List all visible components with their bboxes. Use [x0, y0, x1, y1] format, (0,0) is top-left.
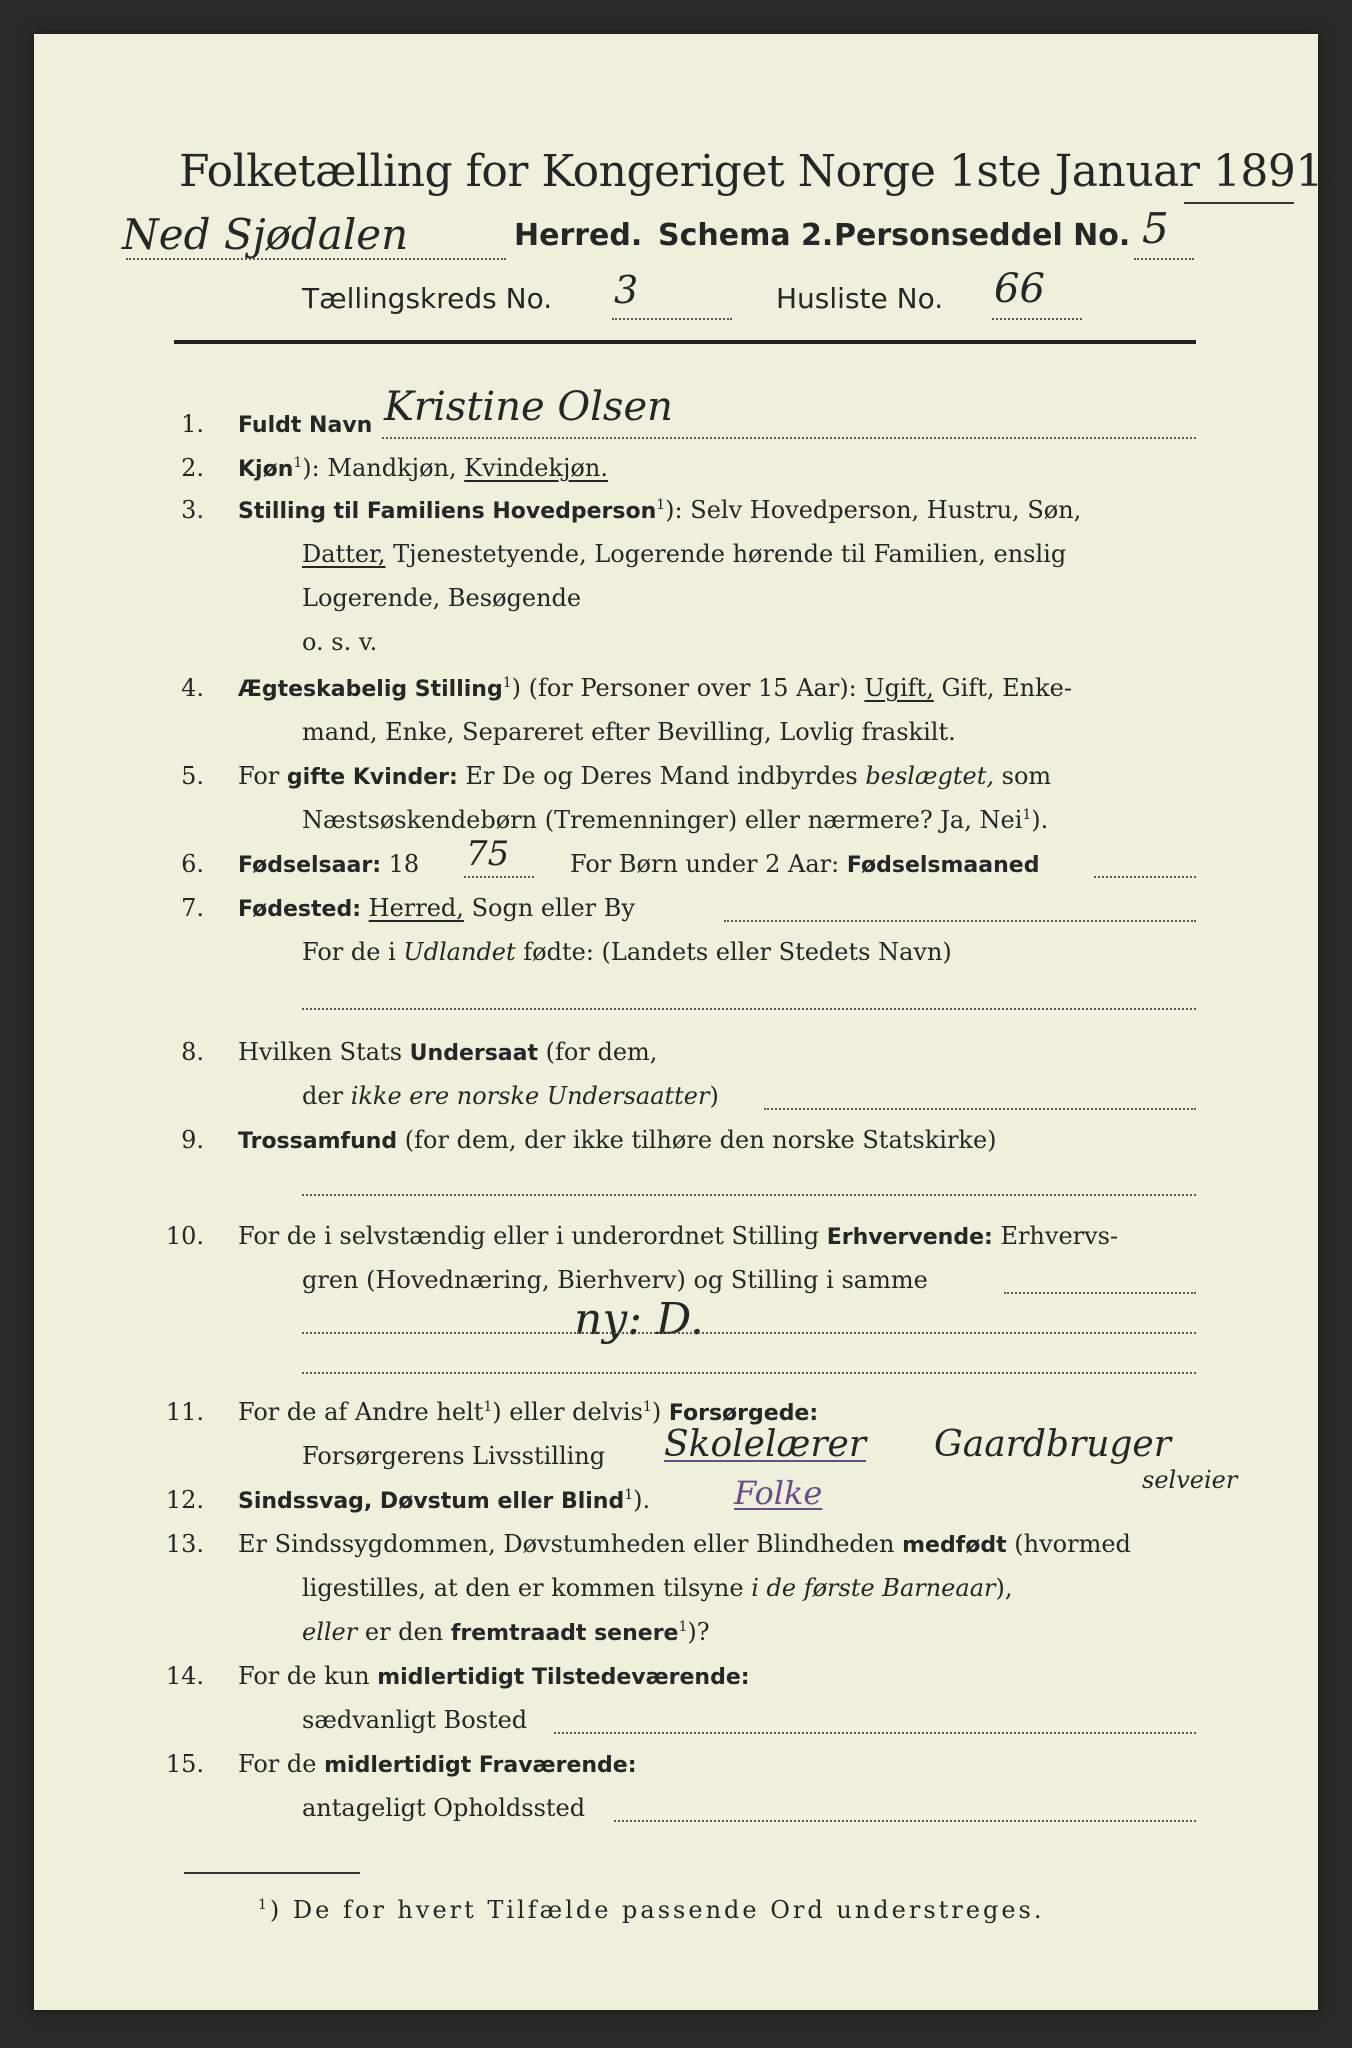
q4-number: 4. [181, 674, 204, 702]
header-rule [174, 340, 1196, 344]
q14-label: midlertidigt Tilstedeværende: [377, 1665, 750, 1690]
q7-number: 7. [181, 894, 204, 922]
q4-line2: mand, Enke, Separeret efter Bevilling, Lovlig fraskilt. [302, 718, 956, 746]
q12-end: ). [633, 1486, 651, 1514]
husliste-dots [992, 318, 1082, 320]
q10-dots3 [302, 1372, 1196, 1374]
q13-text2: (hvormed [1014, 1530, 1131, 1558]
q8-italic: ikke ere norske Undersaatter [350, 1082, 710, 1110]
q2-selected: Kvindekjøn. [464, 454, 608, 482]
q6-row [238, 850, 419, 878]
q11-answer3: selveier [1142, 1466, 1238, 1494]
q3-label: Stilling til Familiens Hovedperson [238, 499, 657, 524]
q11-answer2: Gaardbruger [934, 1424, 1171, 1465]
q5-sup: 1 [1022, 807, 1032, 823]
q10-dots2 [302, 1332, 1196, 1334]
q13-line3: er den [364, 1618, 444, 1646]
q10-row1 [238, 1222, 1118, 1250]
personseddel-dots [1134, 258, 1194, 260]
husliste-label: Husliste No. [776, 282, 944, 315]
q8-row2 [302, 1082, 719, 1110]
q6-label2: Fødselsmaaned [846, 853, 1040, 878]
herred-label: Herred. [514, 218, 643, 253]
q15-pre: For de [238, 1750, 317, 1778]
q5-label: gifte Kvinder: [286, 765, 458, 790]
q13-sup: 1 [678, 1619, 688, 1635]
q8-number: 8. [181, 1038, 204, 1066]
q7-row2 [302, 938, 952, 966]
q11-text3: ) [651, 1398, 662, 1426]
q11-number: 11. [165, 1398, 204, 1426]
q10-number: 10. [165, 1222, 204, 1250]
herred-handwritten: Ned Sjødalen [122, 210, 409, 259]
schema-label: Schema 2. [658, 218, 834, 253]
q11-line2: Forsørgerens Livsstilling [302, 1442, 606, 1470]
q6-label: Fødselsaar: [238, 853, 381, 878]
q5-number: 5. [181, 762, 204, 790]
q9-number: 9. [181, 1126, 204, 1154]
q6-row2 [570, 850, 1039, 878]
footnote-text: ) De for hvert Tilfælde passende Ord understreges. [269, 1896, 1045, 1924]
q13-label: medfødt [902, 1533, 1007, 1558]
q7-selected: Herred, [368, 894, 464, 922]
q1-label: Fuldt Navn [238, 413, 373, 438]
q11-sup2: 1 [642, 1399, 652, 1415]
q1-number: 1. [181, 410, 204, 438]
herred-dots [126, 258, 506, 260]
q3-line1: ): Selv Hovedperson, Hustru, Søn, [665, 496, 1082, 524]
q12-sup: 1 [624, 1487, 634, 1503]
kreds-label: Tællingskreds No. [302, 282, 553, 315]
q13-label2: fremtraadt senere [450, 1621, 679, 1646]
q5-label-pre: For [238, 762, 280, 790]
q11-sup: 1 [483, 1399, 493, 1415]
q10-text2: Erhvervs- [1000, 1222, 1119, 1250]
q7-row1 [238, 894, 635, 922]
title-underline [1184, 202, 1294, 204]
husliste-value: 66 [994, 266, 1045, 312]
q5-line1b: som [1001, 762, 1052, 790]
q6-dots [464, 876, 534, 878]
footnote [258, 1896, 1044, 1924]
q5-line2: Næstsøskendebørn (Tremenninger) eller nærmere? Ja, Nei [302, 806, 1023, 834]
kreds-dots [612, 318, 732, 320]
q14-row1 [238, 1662, 750, 1690]
q7-dots [724, 920, 1196, 922]
q11-answer1: Skolelærer [664, 1424, 867, 1465]
kreds-value: 3 [614, 268, 639, 312]
q10-dots [1004, 1292, 1196, 1294]
personseddel-value: 5 [1142, 204, 1169, 253]
q12-number: 12. [165, 1486, 204, 1514]
q13-line2-end: ), [995, 1574, 1013, 1602]
q15-label: midlertidigt Fraværende: [324, 1753, 637, 1778]
q11-text2: ) eller delvis [492, 1398, 643, 1426]
q6-answer: 75 [466, 834, 510, 874]
q13-italic: i de første Barneaar [751, 1574, 996, 1602]
q3-sup: 1 [656, 497, 666, 513]
q13-line2: ligestilles, at den er kommen tilsyne [302, 1574, 744, 1602]
q10-text: For de i selvstændig eller i underordnet Stilling [238, 1222, 820, 1250]
q9-dots [302, 1194, 1196, 1196]
q13-row2 [302, 1574, 1012, 1602]
q14-dots [554, 1732, 1196, 1734]
q2-number: 2. [181, 454, 204, 482]
q5-row2 [302, 806, 1048, 834]
q11-text: For de af Andre helt [238, 1398, 484, 1426]
q8-dots [764, 1108, 1196, 1110]
q13-row3 [302, 1618, 710, 1646]
q2-text: ): Mandkjøn, [302, 454, 457, 482]
form-title: Folketælling for Kongeriget Norge 1ste Januar 1891. [179, 146, 1337, 197]
personseddel-label: Personseddel No. [834, 218, 1131, 253]
q8-line2-post: ) [709, 1082, 719, 1110]
q12-label: Sindssvag, Døvstum eller Blind [238, 1489, 625, 1514]
q4-row1 [238, 674, 1072, 702]
q3-line3: Logerende, Besøgende [302, 584, 582, 612]
q5-italic: beslægtet, [865, 762, 994, 790]
q15-line2: antageligt Opholdssted [302, 1794, 586, 1822]
q13-text: Er Sindssygdommen, Døvstumheden eller Blindheden [238, 1530, 895, 1558]
q4-line1: ) (for Personer over 15 Aar): [511, 674, 857, 702]
q3-number: 3. [181, 496, 204, 524]
q6-dots2 [1094, 876, 1196, 878]
q15-number: 15. [165, 1750, 204, 1778]
q2-row [238, 454, 608, 482]
q8-row1 [238, 1038, 657, 1066]
q6-prefix: 18 [388, 850, 420, 878]
q14-number: 14. [165, 1662, 204, 1690]
q15-row1 [238, 1750, 637, 1778]
q4-selected: Ugift, [864, 674, 934, 702]
footnote-rule [184, 1872, 360, 1874]
q8-line2-pre: der [302, 1082, 344, 1110]
q7-line2-post: fødte: (Landets eller Stedets Navn) [523, 938, 952, 966]
q7-italic: Udlandet [403, 938, 516, 966]
q13-number: 13. [165, 1530, 204, 1558]
q13-end: )? [687, 1618, 710, 1646]
q6-text: For Børn under 2 Aar: [570, 850, 840, 878]
q7-dots2 [302, 1008, 1196, 1010]
q3-line4: o. s. v. [302, 628, 378, 656]
q4-sup: 1 [502, 675, 512, 691]
q10-line2: gren (Hovednæring, Bierhverv) og Stilling i samme [302, 1266, 928, 1294]
footnote-sup: 1 [258, 1897, 270, 1913]
q10-label: Erhvervende: [826, 1225, 993, 1250]
q4-label: Ægteskabelig Stilling [238, 677, 503, 702]
q7-label: Fødested: [238, 897, 361, 922]
q14-pre: For de kun [238, 1662, 370, 1690]
q12-answer: Folke [734, 1474, 823, 1512]
q1-dots [382, 437, 1196, 439]
q2-sup: 1 [293, 455, 303, 471]
q7-text: Sogn eller By [471, 894, 635, 922]
q15-dots [614, 1820, 1196, 1822]
q13-row1 [238, 1530, 1131, 1558]
q3-row2 [302, 540, 1066, 568]
q5-row1 [238, 762, 1051, 790]
census-form-sheet [34, 34, 1337, 2010]
q8-label: Undersaat [409, 1041, 539, 1066]
q8-pre: Hvilken Stats [238, 1038, 403, 1066]
q14-line2: sædvanligt Bosted [302, 1706, 528, 1734]
q7-line2-pre: For de i [302, 938, 396, 966]
q3-line2: Tjenestetyende, Logerende hørende til Familien, enslig [393, 540, 1067, 568]
q1-answer: Kristine Olsen [384, 384, 673, 430]
q13-line3-italic: eller [302, 1618, 358, 1646]
q9-row [238, 1126, 997, 1154]
q8-post: (for dem, [545, 1038, 658, 1066]
q12-row [238, 1486, 650, 1514]
q11-row1 [238, 1398, 818, 1426]
q11-label: Forsørgede: [668, 1401, 819, 1426]
q6-number: 6. [181, 850, 204, 878]
q4-line1b: Gift, Enke- [941, 674, 1072, 702]
q1-row [238, 410, 372, 438]
q2-label: Kjøn [238, 457, 294, 482]
q3-row1 [238, 496, 1081, 524]
q9-label: Trossamfund [238, 1129, 398, 1154]
q10-answer: ny: D. [574, 1294, 704, 1345]
q9-text: (for dem, der ikke tilhøre den norske Statskirke) [404, 1126, 997, 1154]
q3-selected: Datter, [302, 540, 386, 568]
q5-line1: Er De og Deres Mand indbyrdes [465, 762, 858, 790]
q5-end: ). [1031, 806, 1049, 834]
